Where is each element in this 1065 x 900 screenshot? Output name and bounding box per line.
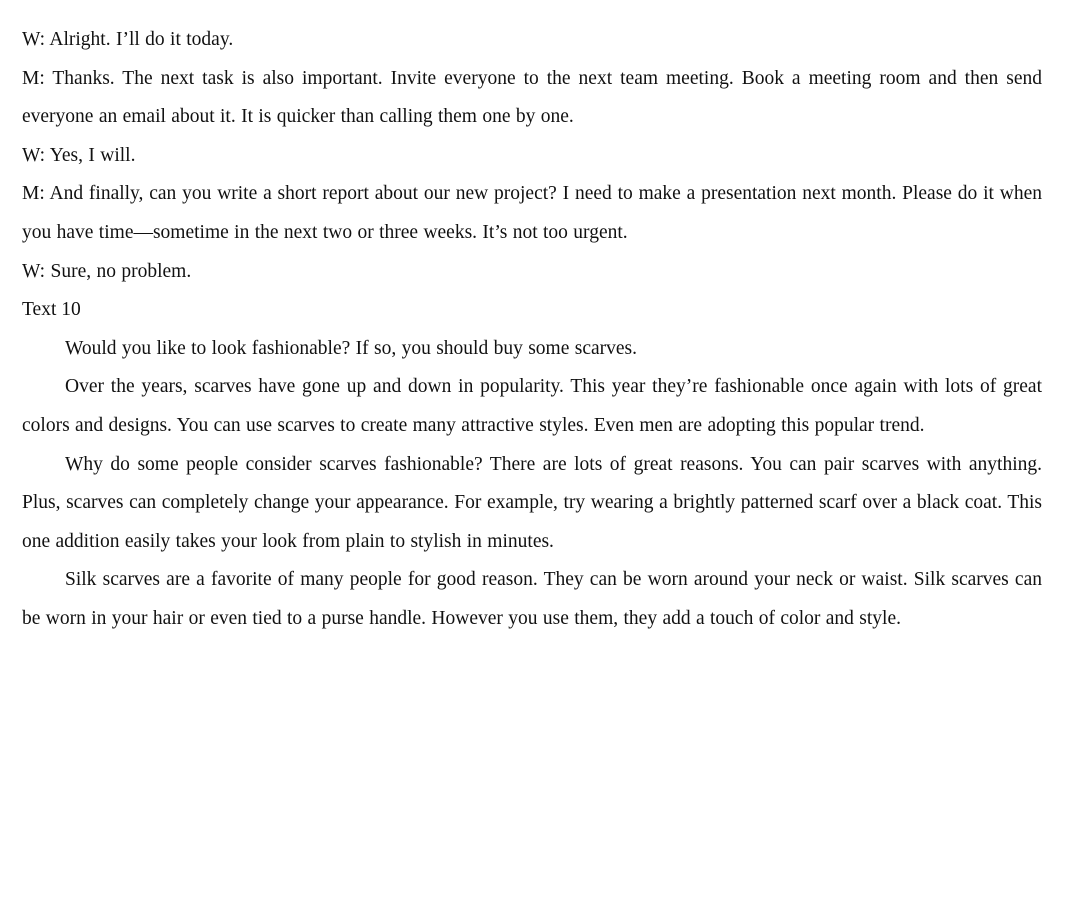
section-heading: Text 10 — [22, 299, 81, 321]
paragraph-popularity: Over the years, scarves have gone up and down in popularity. This year they’re fashionable once again with lots of great colors and designs. You can use scarves to create many attractive styles. Even men are adopting this popular trend. — [22, 376, 1042, 436]
document-page — [22, 21, 1042, 639]
paragraph-intro: Would you like to look fashionable? If so, you should buy some scarves. — [65, 337, 638, 359]
dialogue-line-m-finally: M: And finally, can you write a short report about our new project? I need to make a presentation next month. Please do it when you have time—sometime in the next two or three weeks. It’s not too urgent. — [22, 183, 1042, 243]
dialogue-line-w-sure: W: Sure, no problem. — [22, 260, 192, 282]
dialogue-line-m-thanks: M: Thanks. The next task is also important. Invite everyone to the next team meeting. Book a meeting room and then send everyone an email about it. It is quicker than calling them one by one. — [22, 67, 1042, 128]
dialogue-line-w-yes: W: Yes, I will. — [22, 144, 136, 166]
paragraph-reasons: Why do some people consider scarves fashionable? There are lots of great reasons. You can pair scarves with anything. Plus, scarves can completely change your appearance. For example, try wearing a brightly patterned scarf over a black coat. This one addition easily takes your look from plain to stylish in minutes. — [22, 453, 1042, 552]
paragraph-silk-scarves: Silk scarves are a favorite of many people for good reason. They can be worn around your neck or waist. Silk scarves can be worn in your hair or even tied to a purse handle. However you use them, they add a touch of color and style. — [22, 569, 1042, 629]
dialogue-line-w-alright: W: Alright. I’ll do it today. — [22, 29, 234, 50]
